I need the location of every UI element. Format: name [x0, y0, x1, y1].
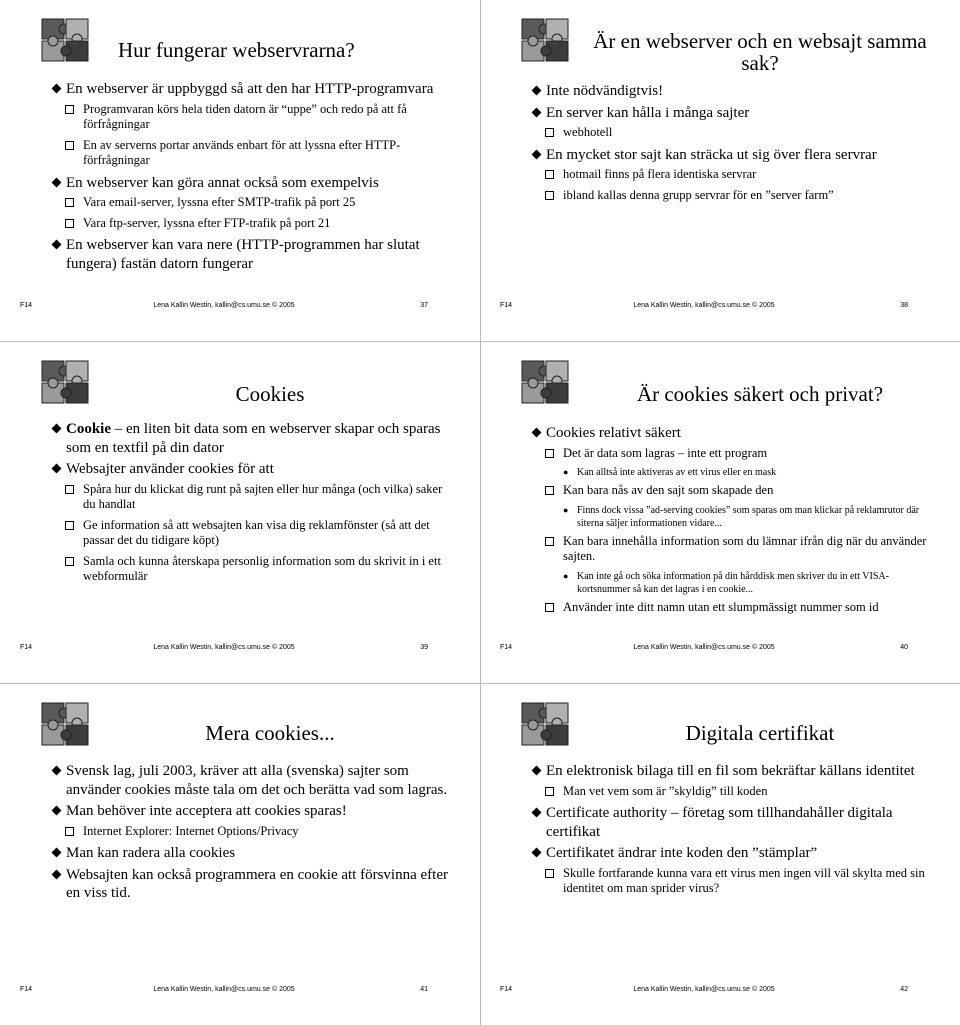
bullet-item [532, 82, 930, 101]
bullet-text: Certificate authority – företag som tillhandahåller digitala certifikat [546, 805, 893, 840]
sub-bullet-item [65, 518, 450, 549]
slide [0, 684, 480, 1025]
sub-bullet-item [545, 125, 930, 141]
sub-sub-bullet-item [563, 504, 930, 530]
bullet-text: Cookies relativt säkert [546, 425, 681, 441]
footer-label: F14 [20, 302, 33, 309]
footer-author: Lena Kallin Westin, kallin@cs.umu.se © 2005 [633, 302, 775, 309]
bullet-item [52, 174, 450, 193]
puzzle-pieces-icon [40, 701, 92, 749]
slide-footer [20, 644, 428, 658]
page-number: 38 [900, 302, 908, 309]
slide-title: Är en webserver och en websajt samma sak? [593, 29, 927, 75]
bullet-text: Websajten kan också programmera en cookie att försvinna efter en viss tid. [66, 866, 448, 901]
bullet-item [532, 424, 930, 443]
bullet-text: En webserver kan göra annat också som exempelvis [66, 174, 379, 191]
bullet-item [52, 762, 450, 799]
bullet-text: Kan bara innehålla information som du lämnar ifrån dig när du använder sajten. [563, 533, 927, 563]
slide-footer [20, 302, 428, 316]
bullet-text: webhotell [563, 125, 613, 139]
bullet-text: Kan bara nås av den sajt som skapade den [563, 483, 774, 497]
slide [0, 342, 480, 683]
sub-bullet-item [545, 188, 930, 204]
bullet-item [532, 804, 930, 841]
bullet-text: En server kan hålla i många sajter [546, 104, 750, 121]
slide-footer [500, 644, 908, 658]
bullet-item [52, 460, 450, 479]
sub-bullet-item [65, 102, 450, 133]
bullet-text: Certifikatet ändrar inte koden den ”stämplar” [546, 845, 818, 861]
footer-label: F14 [500, 302, 513, 309]
footer-label: F14 [20, 644, 33, 651]
puzzle-pieces-icon [520, 359, 572, 407]
footer-label: F14 [500, 644, 513, 651]
bullet-text: ibland kallas denna grupp servrar för en ”server farm” [563, 187, 834, 202]
bullet-text: Man vet vem som är ”skyldig” till koden [563, 783, 768, 798]
slide [480, 684, 960, 1025]
bullet-text: En webserver kan vara nere (HTTP-programmen har slutat fungera) fastän datorn fungerar [66, 237, 420, 272]
slide-title: Cookies [235, 382, 305, 406]
page-number: 40 [900, 644, 908, 651]
puzzle-pieces-icon [40, 17, 92, 65]
puzzle-pieces-icon [520, 701, 572, 749]
bullet-text: Spåra hur du klickat dig runt på sajten eller hur många (och vilka) saker du handlat [83, 481, 443, 511]
bullet-text: hotmail finns på flera identiska servrar [563, 167, 757, 181]
bullet-item [532, 844, 930, 863]
slide-footer [500, 986, 908, 1000]
slide-body [52, 80, 450, 276]
bullet-text: En av serverns portar används enbart för att lyssna efter HTTP-förfrågningar [83, 137, 401, 167]
slide-footer [500, 302, 908, 316]
sub-bullet-item [65, 216, 450, 232]
bullet-text: Skulle fortfarande kunna vara ett virus men ingen vill väl skylta med sin identitet om man sprider virus? [563, 865, 925, 895]
slide [480, 342, 960, 683]
bullet-item [532, 762, 930, 781]
slide-title: Mera cookies... [205, 721, 335, 745]
bullet-text: Svensk lag, juli 2003, kräver att alla (svenska) sajter som använder cookies måste tala om det och berätta vad som lagras. [66, 763, 448, 798]
bullet-text: En webserver är uppbyggd så att den har HTTP-programvara [66, 81, 434, 97]
bullet-text: Internet Explorer: Internet Options/Privacy [83, 823, 299, 838]
footer-author: Lena Kallin Westin, kallin@cs.umu.se © 2005 [153, 986, 295, 993]
bullet-item [52, 236, 450, 273]
slide-body [52, 762, 450, 906]
puzzle-pieces-icon [40, 359, 92, 407]
bullet-text: Samla och kunna återskapa personlig information som du skrivit in i ett webformulär [83, 553, 441, 583]
sub-bullet-item [65, 554, 450, 585]
bullet-text: Det är data som lagras – inte ett program [563, 445, 768, 460]
sub-bullet-item [545, 483, 930, 499]
bullet-text: – en liten bit data som en webserver skapar och sparas som en textfil på din dator [66, 421, 441, 456]
slide-body [532, 762, 930, 902]
sub-bullet-item [65, 138, 450, 169]
slide-body [532, 424, 930, 620]
bullet-item [52, 80, 450, 99]
bullet-text: Websajter använder cookies för att [66, 461, 274, 477]
sub-sub-bullet-item [563, 570, 930, 596]
footer-label: F14 [20, 986, 33, 993]
bullet-item [532, 104, 930, 123]
footer-author: Lena Kallin Westin, kallin@cs.umu.se © 2005 [153, 644, 295, 651]
footer-author: Lena Kallin Westin, kallin@cs.umu.se © 2005 [633, 644, 775, 651]
bullet-item [532, 146, 930, 165]
slide-body [532, 82, 930, 208]
slide-title: Är cookies säkert och privat? [636, 382, 884, 406]
footer-author: Lena Kallin Westin, kallin@cs.umu.se © 2005 [633, 986, 775, 993]
bullet-text: Kan alltså inte aktiveras av ett virus eller en mask [577, 467, 777, 478]
bullet-text: En mycket stor sajt kan sträcka ut sig över flera servrar [546, 146, 877, 163]
footer-author: Lena Kallin Westin, kallin@cs.umu.se © 2005 [153, 302, 295, 309]
slide-title: Digitala certifikat [685, 721, 835, 745]
sub-bullet-item [545, 866, 930, 897]
page-number: 39 [420, 644, 428, 651]
slide [0, 0, 480, 341]
bullet-item [52, 844, 450, 863]
slide-body [52, 420, 450, 590]
bullet-text: Man kan radera alla cookies [66, 845, 236, 861]
bullet-text: Finns dock vissa ”ad-serving cookies” som sparas om man klickar på reklamrutor där siterna säljer informationen vidare... [577, 504, 920, 529]
sub-bullet-item [545, 446, 930, 462]
bold-term: Cookie [66, 421, 111, 437]
bullet-text: Inte nödvändigtvis! [546, 83, 664, 99]
slide-title: Hur fungerar webservrarna? [118, 38, 355, 62]
sub-bullet-item [65, 824, 450, 840]
bullet-text: Kan inte gå och söka information på din hårddisk men skriver du in ett VISA-kortsnummer så kan det lagras i en cookie... [577, 570, 889, 595]
sub-bullet-item [545, 167, 930, 183]
sub-bullet-item [65, 195, 450, 211]
bullet-text: Ge information så att websajten kan visa dig reklamfönster (så att det passar det du tidigare köpt) [83, 517, 430, 547]
footer-label: F14 [500, 986, 513, 993]
sub-sub-bullet-item [563, 466, 930, 479]
page-number: 37 [420, 302, 428, 309]
page-number: 41 [420, 986, 428, 993]
sub-bullet-item [545, 534, 930, 565]
bullet-text: Man behöver inte acceptera att cookies sparas! [66, 803, 347, 819]
sub-bullet-item [545, 784, 930, 800]
bullet-text: Vara email-server, lyssna efter SMTP-trafik på port 25 [83, 195, 356, 209]
bullet-text: Programvaran körs hela tiden datorn är “uppe” och redo på att få förfrågningar [83, 101, 407, 131]
bullet-text: Använder inte ditt namn utan ett slumpmässigt nummer som id [563, 599, 879, 614]
bullet-text: En elektronisk bilaga till en fil som bekräftar källans identitet [546, 763, 915, 779]
slide-footer [20, 986, 428, 1000]
slide [480, 0, 960, 341]
sub-bullet-item [65, 482, 450, 513]
puzzle-pieces-icon [520, 17, 572, 65]
bullet-item [52, 802, 450, 821]
bullet-text: Vara ftp-server, lyssna efter FTP-trafik på port 21 [83, 215, 331, 230]
sub-bullet-item [545, 600, 930, 616]
bullet-item [52, 420, 450, 457]
bullet-item [52, 866, 450, 903]
page-number: 42 [900, 986, 908, 993]
